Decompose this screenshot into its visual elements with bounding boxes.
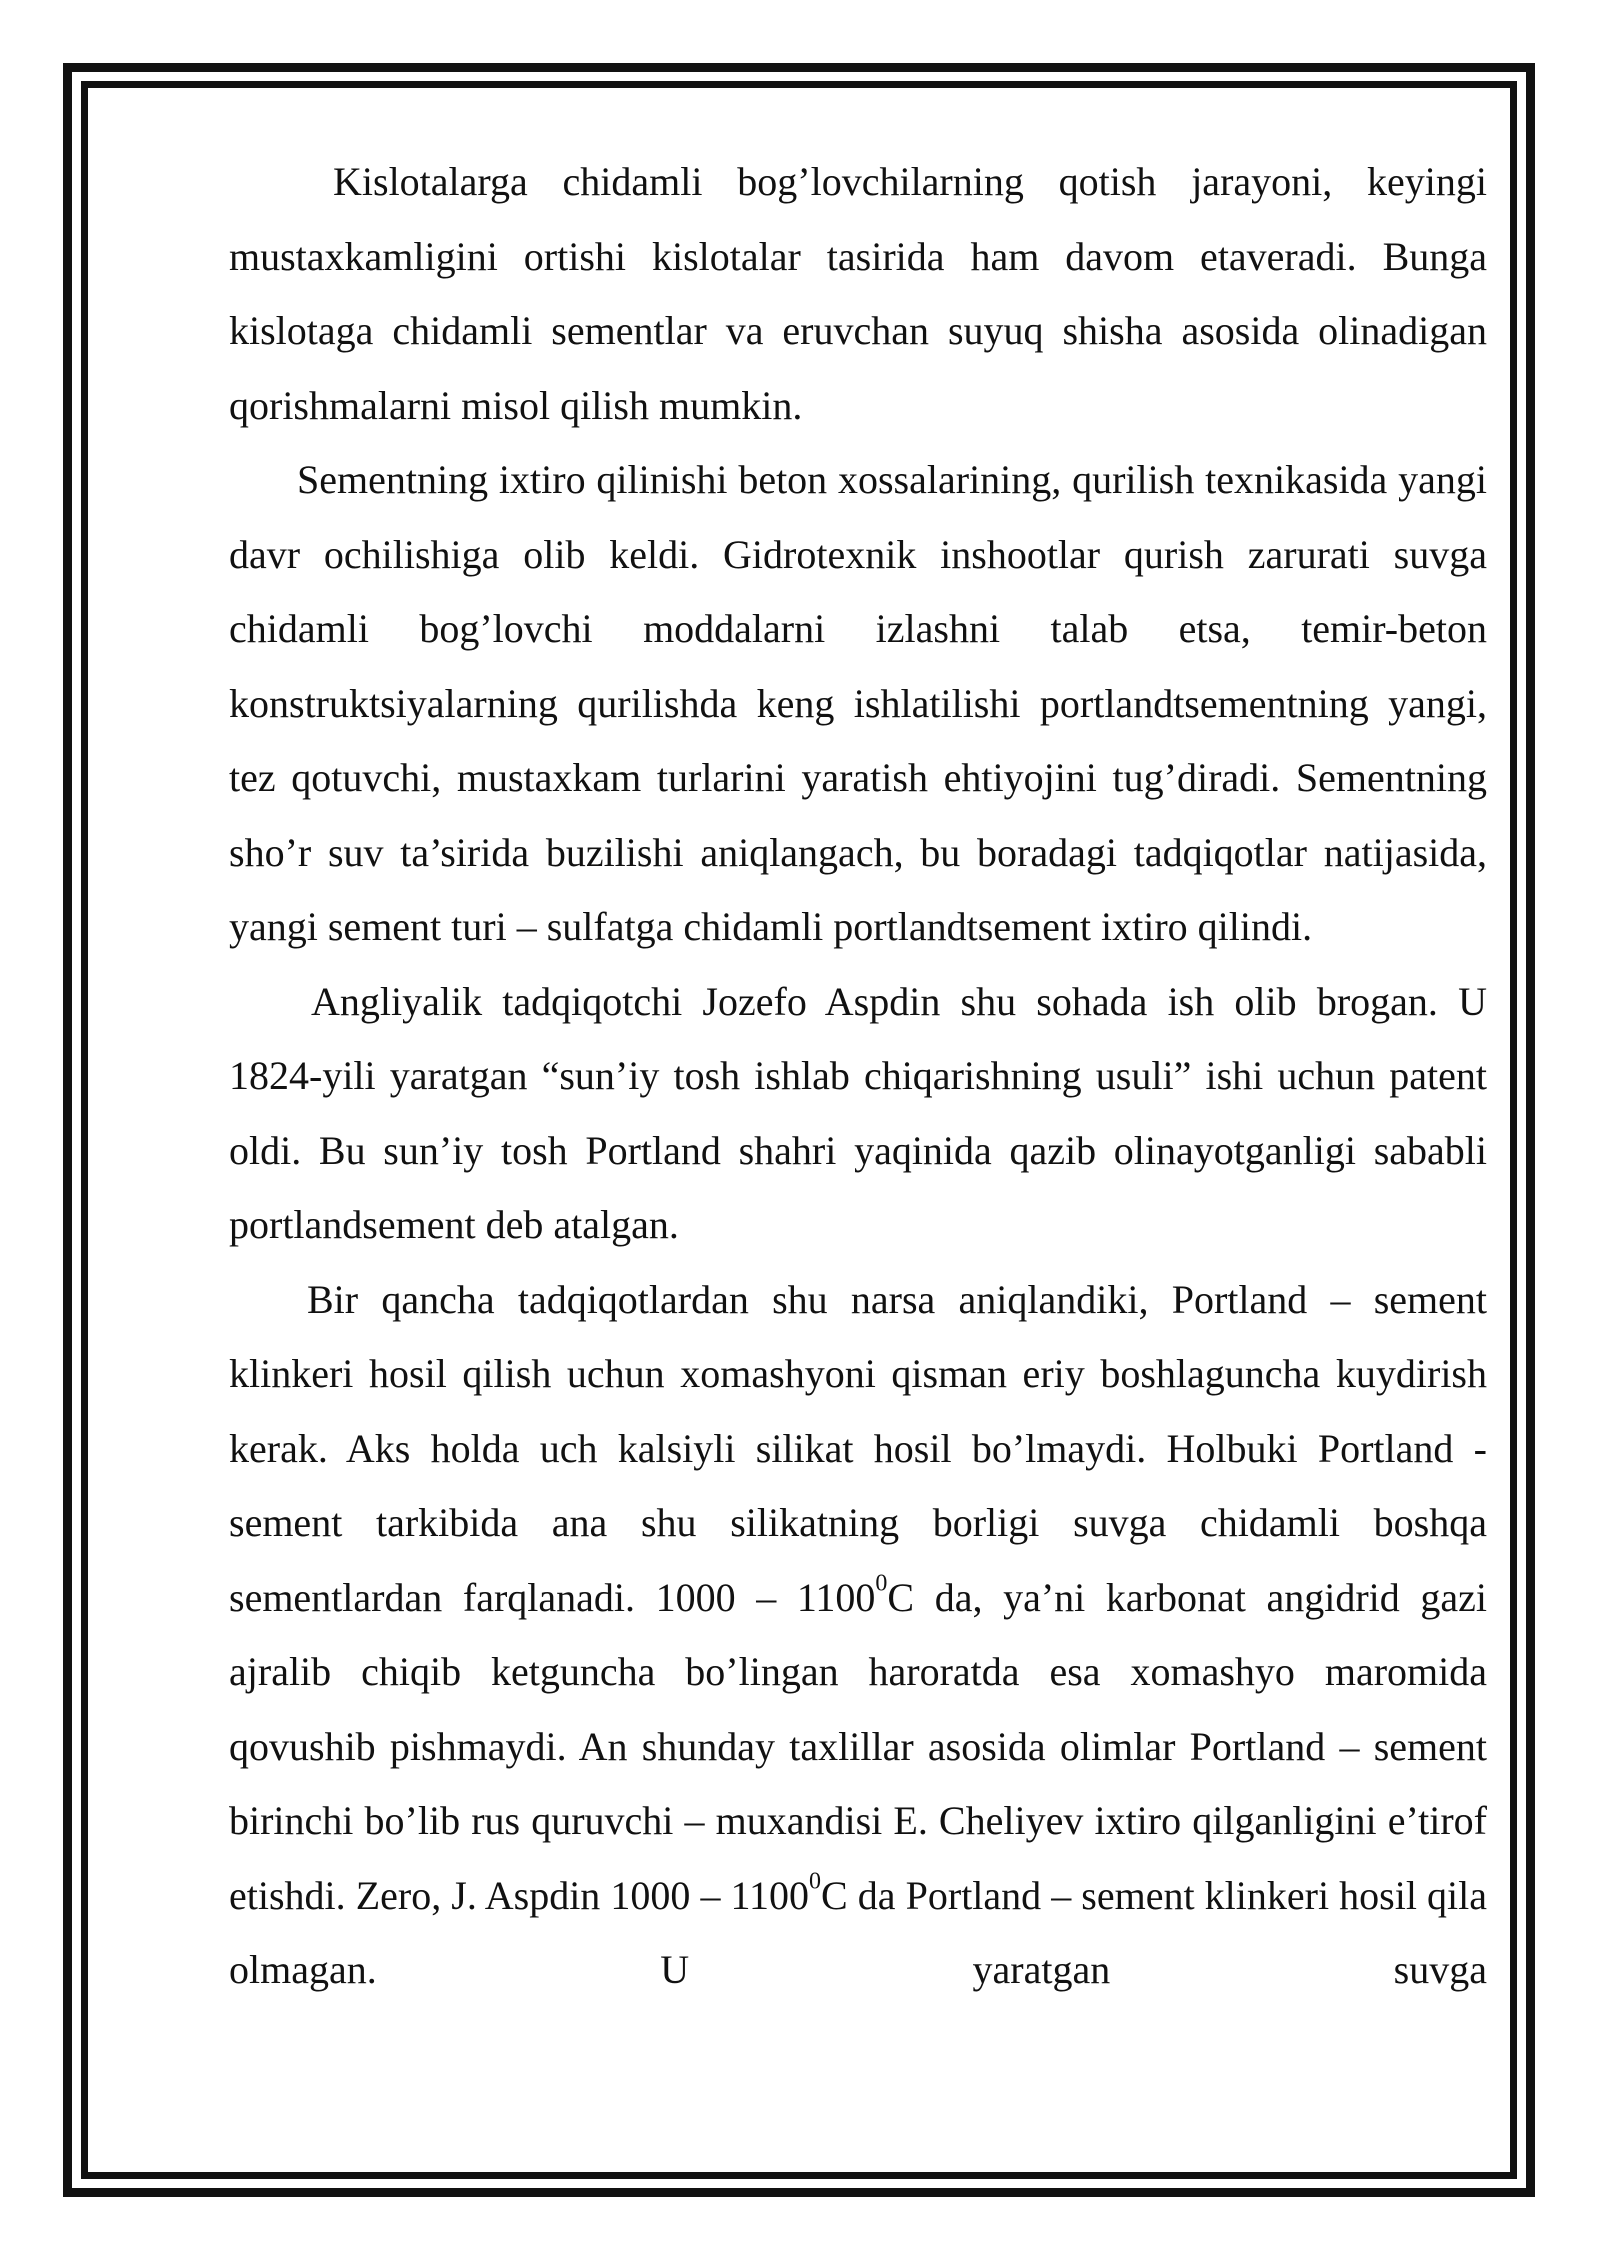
paragraph-aspdin-patent: Angliyalik tadqiqotchi Jozefo Aspdin shu sohada ish olib brogan. U 1824-yili yaratgan “sun’iy tosh ishlab chiqarishning usuli” ishi uchun patent oldi. Bu sun’iy tosh Portland shahri yaqinida qazib olinayotganligi sababli portlandsement deb atalgan. [229,978,1487,1247]
document-body [229,145,1487,2008]
degree-superscript: 0 [809,1868,822,1895]
degree-superscript: 0 [875,1570,888,1597]
paragraph-acid-resistant-binders: Kislotalarga chidamli bog’lovchilarning qotish jarayoni, keyingi mustaxkamligini ortishi kislotalar tasirida ham davom etaveradi. Bunga kislotaga chidamli sementlar va eruvchan suyuq shisha asosida olinadigan qorishmalarni misol qilish mumkin. [229,159,1487,428]
paragraph-part: C da, ya’ni karbonat angidrid gazi ajralib chiqib ketguncha bo’lingan haroratda esa xomashyo maromida qovushib pishmaydi. An shunday taxlillar asosida olimlar Portland – sement birinchi bo’lib rus quruvchi – muxandisi E. Cheliyev ixtiro qilganligini e’tirof etishdi. Zero, J. Aspdin 1000 – 1100 [229,1574,1487,1918]
paragraph-part: Bir qancha tadqiqotlardan shu narsa aniqlandiki, Portland – sement klinkeri hosil qilish uchun xomashyoni qisman eriy boshlaguncha kuydirish kerak. Aks holda uch kalsiyli silikat hosil bo’lmaydi. Holbuki Portland - sement tarkibida ana shu silikatning borligi suvga chidamli boshqa sementlardan farqlanadi. 1000 – 1100 [229,1276,1487,1620]
paragraph-portland-clinker [229,1263,1487,2008]
paragraph-cement-invention: Sementning ixtiro qilinishi beton xossalarining, qurilish texnikasida yangi davr ochilishiga olib keldi. Gidrotexnik inshootlar qurish zarurati suvga chidamli bog’lovchi moddalarni izlashni talab etsa, temir-beton konstruktsiyalarning qurilishda keng ishlatilishi portlandtsementning yangi, tez qotuvchi, mustaxkam turlarini yaratish ehtiyojini tug’diradi. Sementning sho’r suv ta’sirida buzilishi aniqlangach, bu boradagi tadqiqotlar natijasida, yangi sement turi – sulfatga chidamli portlandtsement ixtiro qilindi. [229,457,1487,949]
paragraph-part: C da Portland – sement klinkeri hosil qila olmagan. U yaratgan suvga [229,1872,1488,1992]
